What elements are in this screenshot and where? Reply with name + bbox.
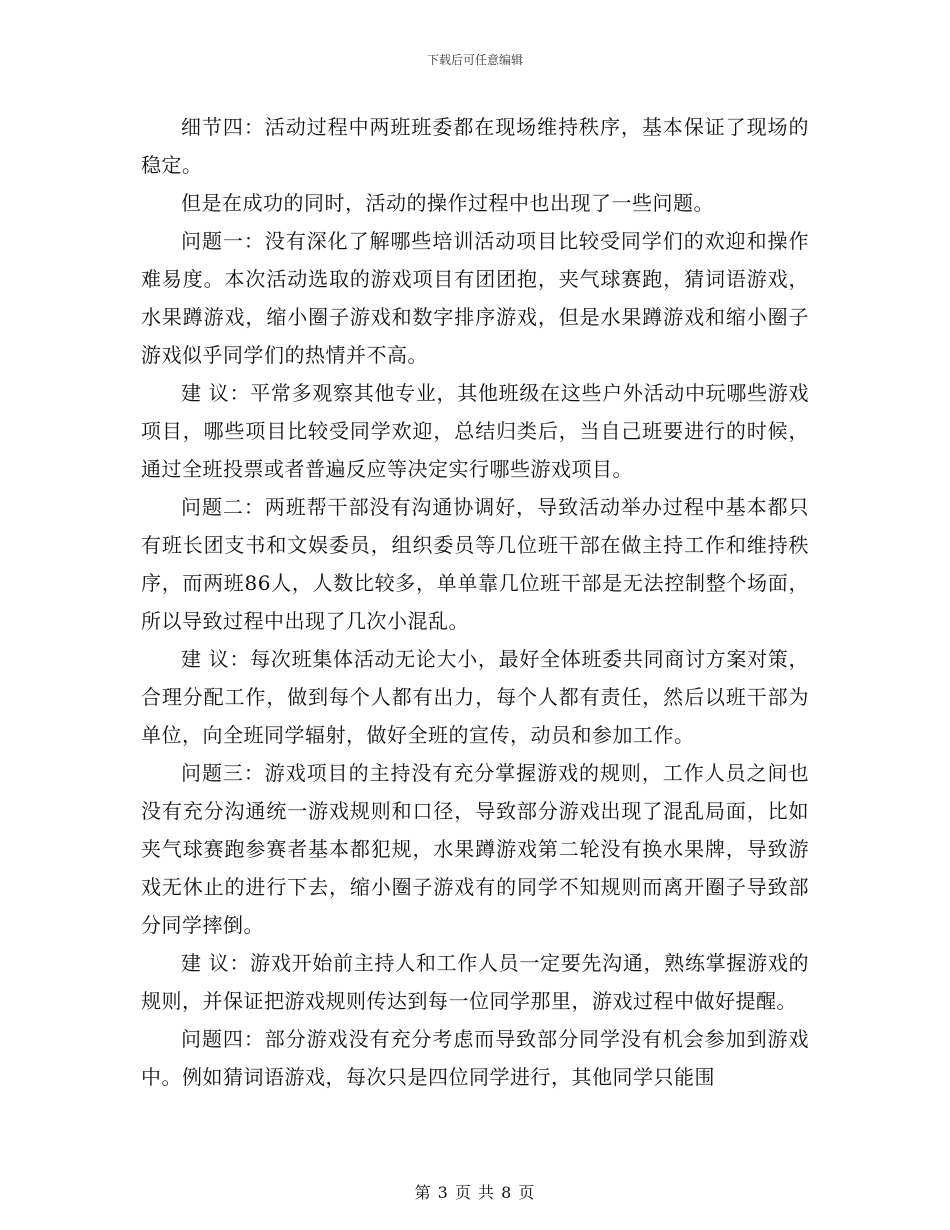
paragraph-problem-two: 问题二：两班帮干部没有沟通协调好，导致活动举办过程中基本都只有班长团支书和文娱委员，组织委员等几位班干部在做主持工作和维持秩序，而两班86人，人数比较多，单单靠几位班干部是无法控制整个场面，所以导致过程中出现了几次小混乱。	[141, 495, 809, 633]
document-body	[141, 108, 809, 1096]
paragraph-problem-four: 问题四：部分游戏没有充分考虑而导致部分同学没有机会参加到游戏中。例如猜词语游戏，每次只是四位同学进行，其他同学只能围	[141, 1027, 809, 1089]
page-header-note: 下载后可任意编辑	[426, 53, 523, 67]
paragraph-suggestion-one: 建 议：平常多观察其他专业，其他班级在这些户外活动中玩哪些游戏项目，哪些项目比较受同学欢迎，总结归类后，当自己班要进行的时候，通过全班投票或者普遍反应等决定实行哪些游戏项目。	[141, 381, 809, 481]
paragraph-problem-one: 问题一：没有深化了解哪些培训活动项目比较受同学们的欢迎和操作难易度。本次活动选取的游戏项目有团团抱，夹气球赛跑，猜词语游戏，水果蹲游戏，缩小圈子游戏和数字排序游戏，但是水果蹲游戏和缩小圈子游戏似乎同学们的热情并不高。	[141, 229, 809, 367]
paragraph-problem-three: 问题三：游戏项目的主持没有充分掌握游戏的规则，工作人员之间也没有充分沟通统一游戏规则和口径，导致部分游戏出现了混乱局面，比如夹气球赛跑参赛者基本都犯规，水果蹲游戏第二轮没有换水果牌，导致游戏无休止的进行下去，缩小圈子游戏有的同学不知规则而离开圈子导致部分同学摔倒。	[141, 761, 809, 937]
paragraph-suggestion-two: 建 议：每次班集体活动无论大小，最好全体班委共同商讨方案对策，合理分配工作，做到每个人都有出力，每个人都有责任，然后以班干部为单位，向全班同学辐射，做好全班的宣传，动员和参加工作。	[141, 647, 809, 747]
paragraph-detail-four: 细节四：活动过程中两班班委都在现场维持秩序，基本保证了现场的稳定。	[141, 115, 809, 177]
paragraph-suggestion-three: 建 议：游戏开始前主持人和工作人员一定要先沟通，熟练掌握游戏的规则，并保证把游戏规则传达到每一位同学那里，游戏过程中做好提醒。	[141, 951, 809, 1013]
paragraph-problems-intro: 但是在成功的同时，活动的操作过程中也出现了一些问题。	[181, 191, 714, 215]
page-number: 第 3 页 共 8 页	[414, 1183, 536, 1202]
